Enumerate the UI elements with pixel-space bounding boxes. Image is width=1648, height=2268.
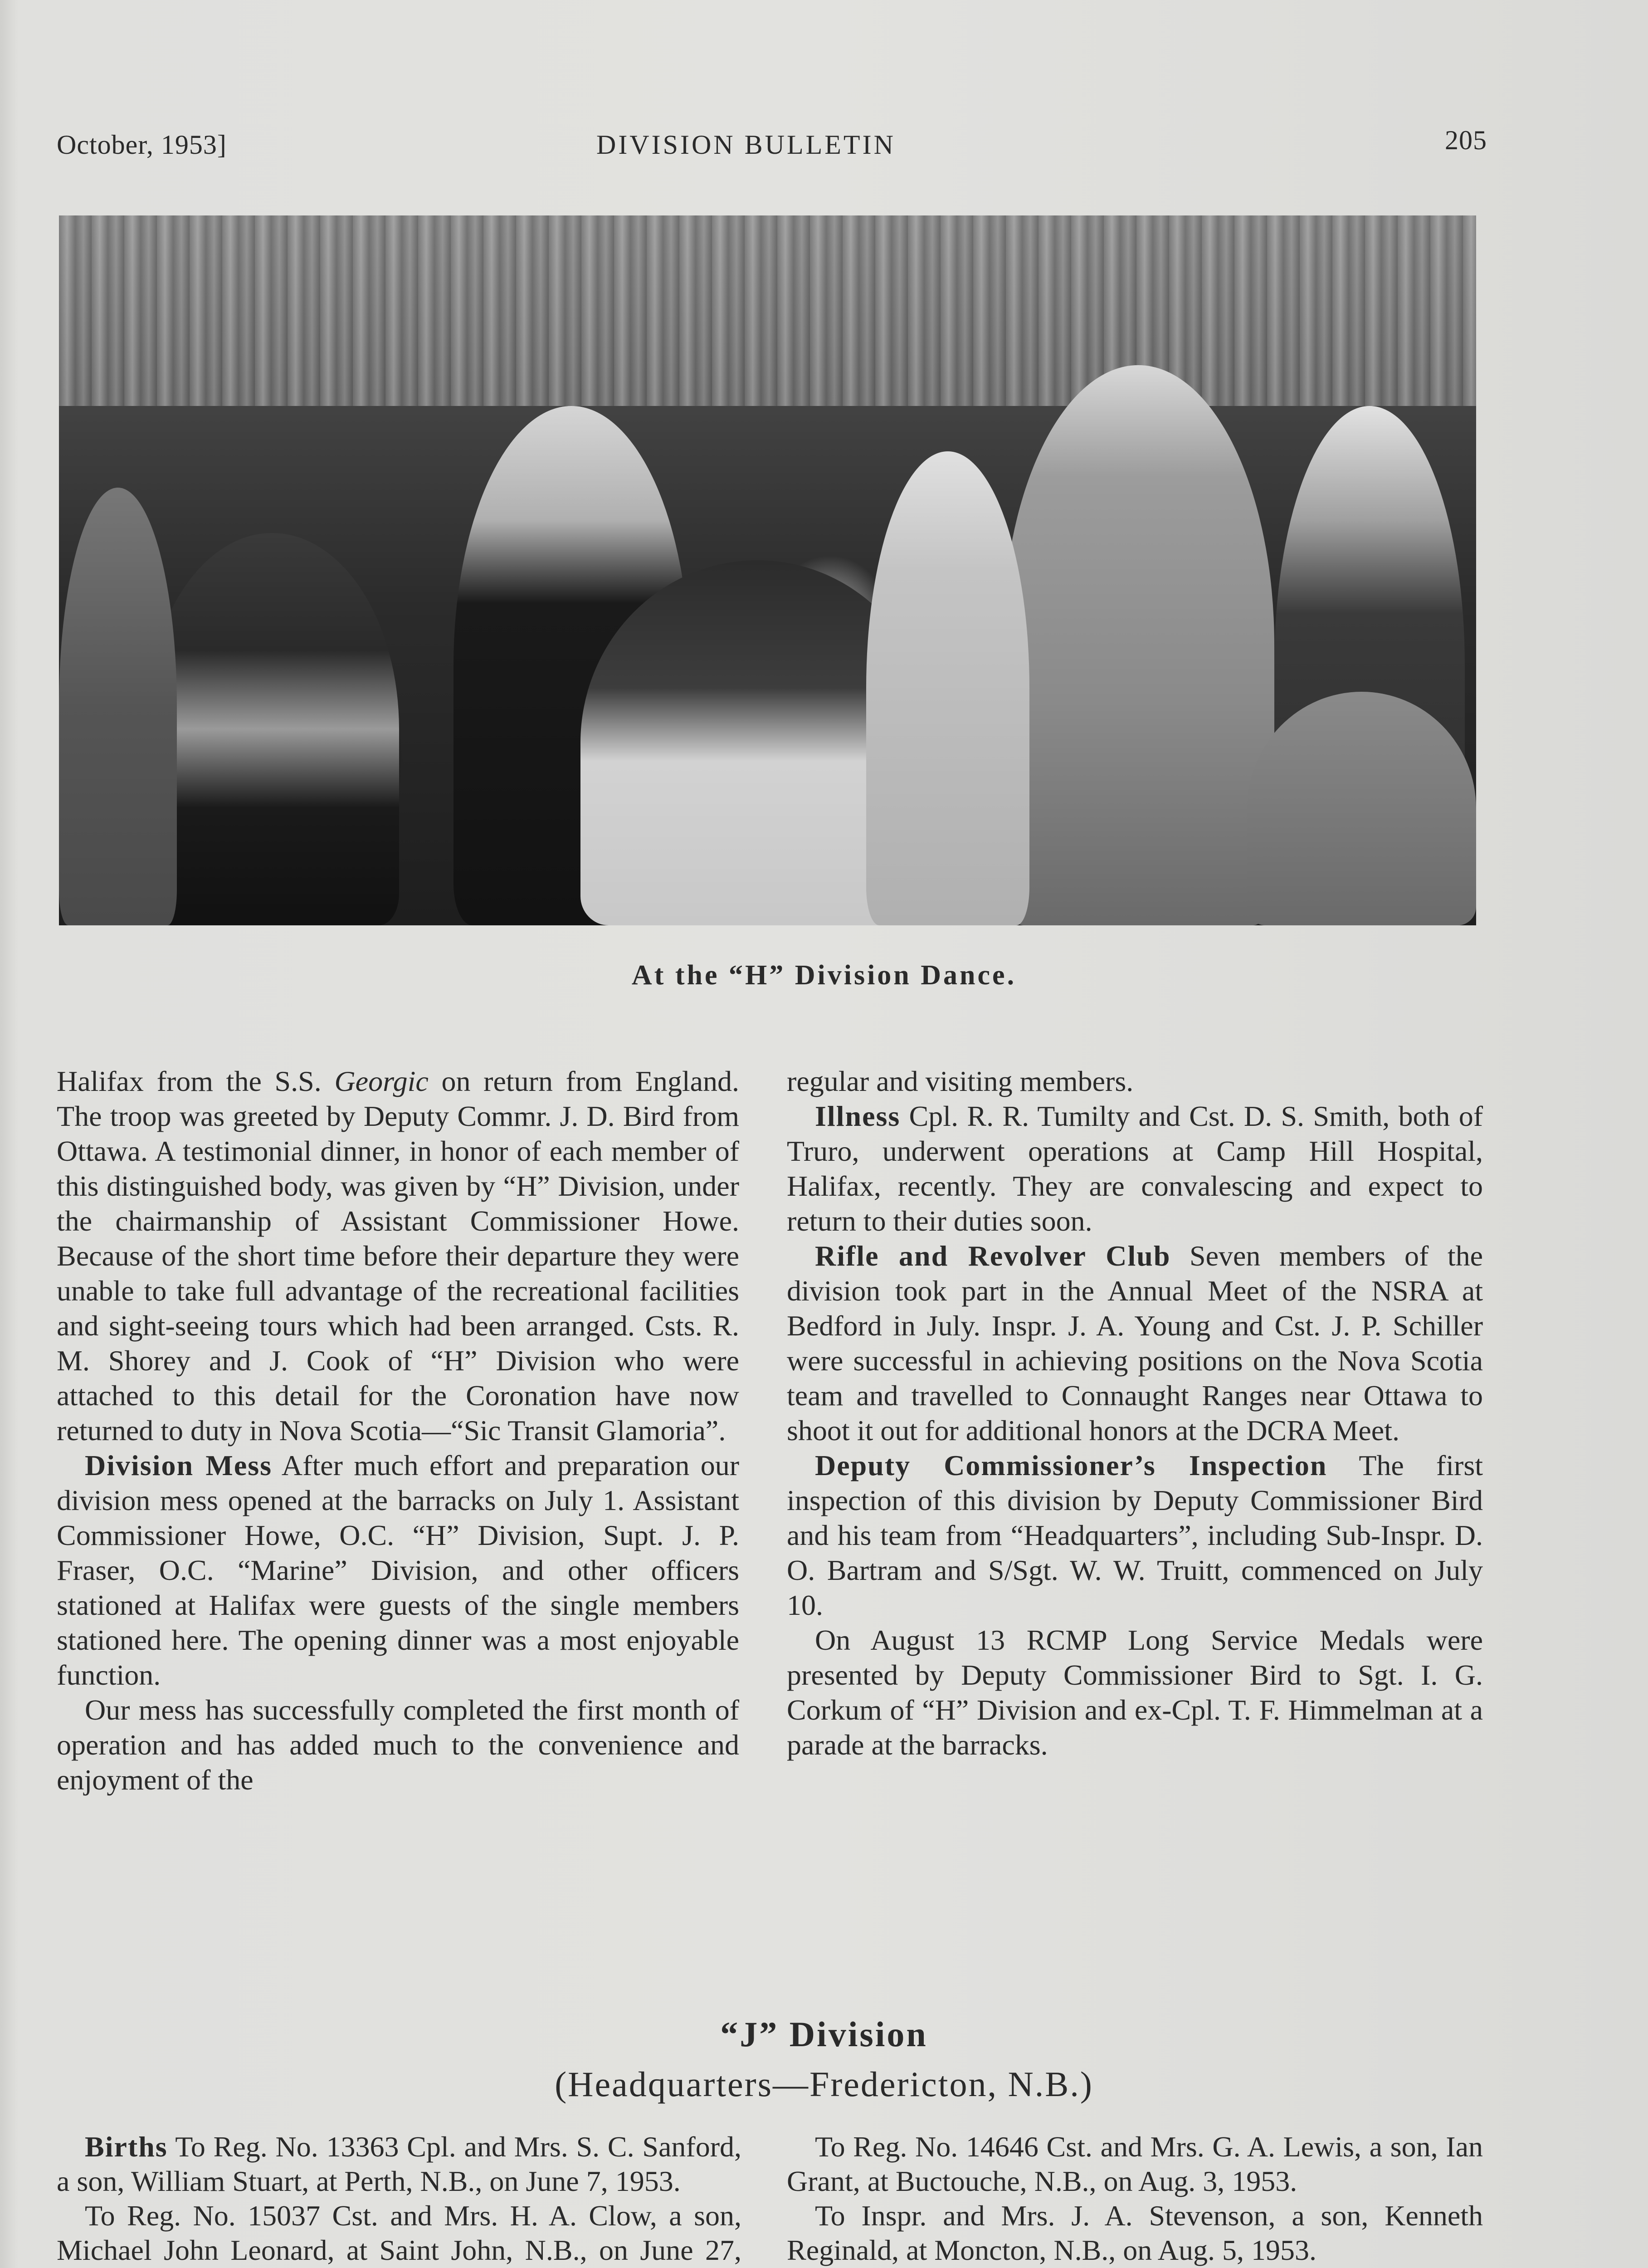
paragraph <box>787 1238 1483 1448</box>
ship-name: Georgic <box>334 1065 429 1097</box>
paragraph-text: After much effort and preparation our division mess opened at the barracks on July 1. Assistant Commissioner Howe, O.C. “H” Division, Supt. J. P. Fraser, O.C. “Marine” Division, and other officers stationed at Halifax were guests of the single members stationed here. The opening dinner was a most enjoyable function. <box>57 1449 740 1691</box>
paragraph-text: on return from England. The troop was greeted by Deputy Commr. J. D. Bird from Ottawa. A testimonial dinner, in honor of each member of this distinguished body, was given by “H” Division, under the chairmanship of Assistant Commissioner Howe. Because of the short time before their departure they were unable to take full advantage of the recreational facilities and sight-seeing tours which had been arranged. Csts. R. M. Shorey and J. Cook of “H” Division who were attached to this detail for the Coronation have now returned to duty in Nova Scotia—“Sic Transit Glamoria”. <box>57 1065 740 1447</box>
paragraph <box>787 1448 1483 1623</box>
paragraph: To Inspr. and Mrs. J. A. Stevenson, a son, Kenneth Reginald, at Moncton, N.B., on Aug. 5, 1953. <box>787 2200 1483 2266</box>
run-in-heading: Deputy Commissioner’s Inspection <box>815 1449 1327 1481</box>
run-in-heading: Illness <box>815 1100 901 1132</box>
section-left-column <box>57 2130 741 2268</box>
paragraph-text: Cpl. R. R. Tumilty and Cst. D. S. Smith, both of Truro, underwent operations at Camp Hill Hospital, Halifax, recently. They are convalescing and expect to return to their duties soon. <box>787 1100 1483 1237</box>
section-right-column <box>787 2130 1483 2268</box>
section-title: “J” Division <box>720 2014 928 2054</box>
photo-figure <box>145 533 399 925</box>
run-in-heading: Division Mess <box>85 1449 273 1481</box>
paragraph <box>57 1064 739 1448</box>
photo-figure <box>1247 692 1476 925</box>
paragraph-text: The first inspection of this division by Deputy Commissioner Bird and his team from “Headquarters”, including Sub-Inspr. D. O. Bartram and S/Sgt. W. W. Truitt, commenced on July 10. <box>787 1449 1483 1621</box>
run-in-heading: Rifle and Revolver Club <box>815 1240 1171 1272</box>
paragraph <box>57 2130 741 2199</box>
paragraph-text: Seven members of the division took part in the Annual Meet of the NSRA at Bedford in July. Inspr. J. A. Young and Cst. J. P. Schiller were successful in achieving positions on the Nova Scotia team and travelled to Connaught Ranges near Ottawa to shoot it out for additional honors at the DCRA Meet. <box>787 1240 1483 1447</box>
run-in-heading: Births <box>85 2131 168 2163</box>
paragraph-text: To Reg. No. 13363 Cpl. and Mrs. S. C. Sanford, a son, William Stuart, at Perth, N.B., on June 7, 1953. <box>57 2131 742 2197</box>
photo-curtains <box>59 215 1476 406</box>
photo-figure <box>866 451 1029 925</box>
publication-title: DIVISION BULLETIN <box>596 130 896 160</box>
photo-figure <box>1002 365 1274 925</box>
paragraph <box>787 1099 1483 1238</box>
dance-photo <box>59 215 1476 925</box>
paragraph-text: Halifax from the S.S. <box>57 1065 322 1097</box>
paragraph <box>57 1448 739 1692</box>
page-number: 205 <box>1445 125 1487 155</box>
paragraph: To Reg. No. 14646 Cst. and Mrs. G. A. Lewis, a son, Ian Grant, at Buctouche, N.B., on Aug. 3, 1953. <box>787 2131 1483 2197</box>
paragraph: To Reg. No. 15037 Cst. and Mrs. H. A. Clow, a son, Michael John Leonard, at Saint John, N.B., on June 27, <box>57 2200 741 2266</box>
photo-caption: At the “H” Division Dance. <box>631 960 1017 991</box>
paragraph: Our mess has successfully completed the first month of operation and has added much to the convenience and enjoyment of the <box>57 1694 739 1796</box>
photo-figure <box>59 488 177 925</box>
paragraph: regular and visiting members. <box>787 1065 1134 1097</box>
running-head <box>57 125 1487 166</box>
article-right-column <box>787 1064 1483 1762</box>
issue-date: October, 1953] <box>57 130 227 160</box>
paragraph: On August 13 RCMP Long Service Medals were presented by Deputy Commissioner Bird to Sgt. I. G. Corkum of “H” Division and ex-Cpl. T. F. Himmelman at a parade at the barracks. <box>787 1624 1483 1761</box>
section-subtitle: (Headquarters—Fredericton, N.B.) <box>555 2064 1093 2104</box>
article-left-column <box>57 1064 739 1797</box>
